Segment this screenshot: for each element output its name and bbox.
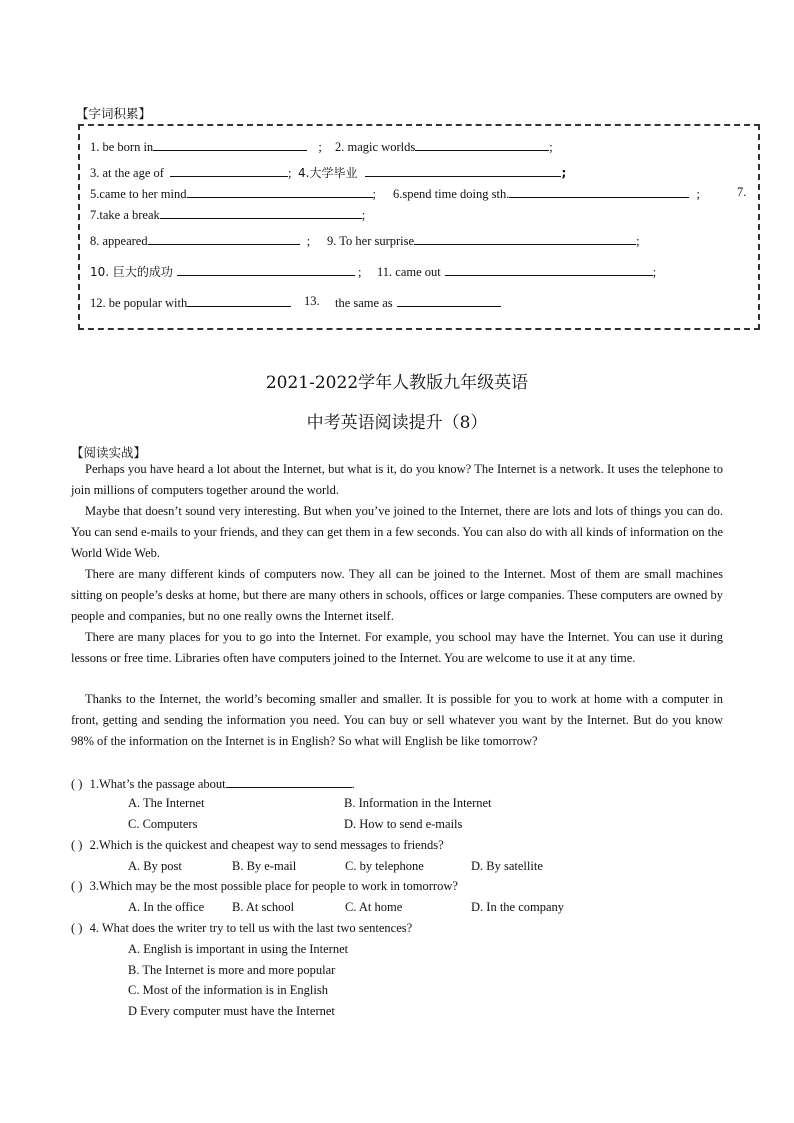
question-1-option-c[interactable]: C. Computers (128, 817, 198, 831)
answer-blank[interactable] (187, 185, 373, 198)
answer-bracket[interactable]: ( ) (71, 921, 83, 935)
question-1-option-d[interactable]: D. How to send e-mails (344, 817, 463, 831)
vocab-item-7-number: 7. (737, 185, 747, 199)
answer-blank[interactable] (226, 775, 352, 788)
answer-blank[interactable] (148, 232, 300, 245)
answer-bracket[interactable]: ( ) (71, 838, 83, 852)
paragraph-1: Perhaps you have heard a lot about the Internet, but what is it, do you know? The Internet is a network. It uses the telephone to join millions of computers together around the world. (71, 462, 723, 497)
question-4-option-c[interactable]: C. Most of the information is in English (128, 983, 328, 997)
paragraph-4: There are many places for you to go into the Internet. For example, you school may have the Internet. You can use it during lessons or free time. Libraries often have computers joined to the Internet. You are welcome to use it at any time. (71, 630, 723, 665)
question-2: ( ) 2.Which is the quickest and cheapest way to send messages to friends? (71, 838, 444, 852)
vocab-item-13: the same as (335, 294, 501, 311)
paragraph-5: Thanks to the Internet, the world’s becoming smaller and smaller. It is possible for you to work at home with a computer in front, getting and sending the information you need. You can buy or sell whatever you want by the Internet. But do you know 98% of the information on the Internet is in English? So what will English be like tomorrow? (71, 692, 723, 748)
answer-blank[interactable] (415, 138, 549, 151)
answer-blank[interactable] (177, 263, 355, 276)
question-2-option-c[interactable]: C. by telephone (345, 859, 424, 873)
question-2-option-a[interactable]: A. By post (128, 859, 182, 873)
answer-blank[interactable] (187, 294, 291, 307)
page-subtitle: 中考英语阅读提升（8） (306, 413, 488, 433)
answer-blank[interactable] (397, 294, 501, 307)
question-4-option-b[interactable]: B. The Internet is more and more popular (128, 963, 336, 977)
answer-bracket[interactable]: ( ) (71, 879, 83, 893)
answer-blank[interactable] (160, 206, 362, 219)
question-3-option-c[interactable]: C. At home (345, 900, 403, 914)
vocab-item-7: 7.take a break ; (90, 208, 366, 222)
vocab-item-10: 10. 巨大的成功 ; (90, 265, 362, 279)
reading-section-label: 【阅读实战】 (71, 445, 147, 460)
vocab-item-12: 12. be popular with (90, 294, 291, 311)
paragraph-3: There are many different kinds of computers now. They all can be joined to the Internet. Most of them are small machines sitting on people’s desks at home, but there are many others in schools, offices or large companies. These computers are owned by people and companies, but no one really owns the Internet itself. (71, 567, 723, 623)
question-4-option-d[interactable]: D Every computer must have the Internet (128, 1004, 335, 1018)
question-1-option-a[interactable]: A. The Internet (128, 796, 205, 810)
page-title: 2021-2022学年人教版九年级英语 (265, 373, 529, 393)
question-3: ( ) 3.Which may be the most possible place for people to work in tomorrow? (71, 879, 458, 893)
vocab-item-6: 6.spend time doing sth. ; (393, 187, 700, 201)
vocab-item-8: 8. appeared ; (90, 234, 311, 248)
question-1: ( ) 1.What’s the passage about . (71, 777, 355, 791)
answer-blank[interactable] (153, 138, 307, 151)
vocab-item-2: 2. magic worlds ; (335, 140, 553, 154)
paragraph-2: Maybe that doesn’t sound very interesting. But when you’ve joined to the Internet, there are lots and lots of things you can do. You can send e-mails to your friends, and they can get them in a few seconds. You can also do with all kinds of information on the World Wide Web. (71, 504, 723, 560)
vocab-item-3: 3. at the age of ; (90, 166, 292, 180)
answer-blank[interactable] (365, 164, 561, 177)
question-3-option-a[interactable]: A. In the office (128, 900, 205, 914)
vocab-item-5: 5.came to her mind ; (90, 187, 376, 201)
question-2-option-d[interactable]: D. By satellite (471, 859, 543, 873)
answer-blank[interactable] (509, 185, 689, 198)
answer-bracket[interactable]: ( ) (71, 777, 83, 791)
question-3-option-b[interactable]: B. At school (232, 900, 295, 914)
answer-blank[interactable] (414, 232, 636, 245)
vocab-item-1: 1. be born in ; (90, 140, 322, 154)
question-2-option-b[interactable]: B. By e-mail (232, 859, 297, 873)
vocab-item-13-number: 13. (304, 294, 320, 308)
vocab-item-4: 4.大学毕业 ; (298, 166, 567, 180)
question-4-option-a[interactable]: A. English is important in using the Internet (128, 942, 349, 956)
vocab-item-9: 9. To her surprise ; (327, 234, 640, 248)
answer-blank[interactable] (170, 164, 288, 177)
question-4: ( ) 4. What does the writer try to tell us with the last two sentences? (71, 921, 413, 935)
vocab-item-11: 11. came out ; (377, 265, 657, 279)
vocab-section-label: 【字词积累】 (76, 106, 152, 121)
question-1-option-b[interactable]: B. Information in the Internet (344, 796, 492, 810)
answer-blank[interactable] (445, 263, 653, 276)
question-3-option-d[interactable]: D. In the company (471, 900, 565, 914)
